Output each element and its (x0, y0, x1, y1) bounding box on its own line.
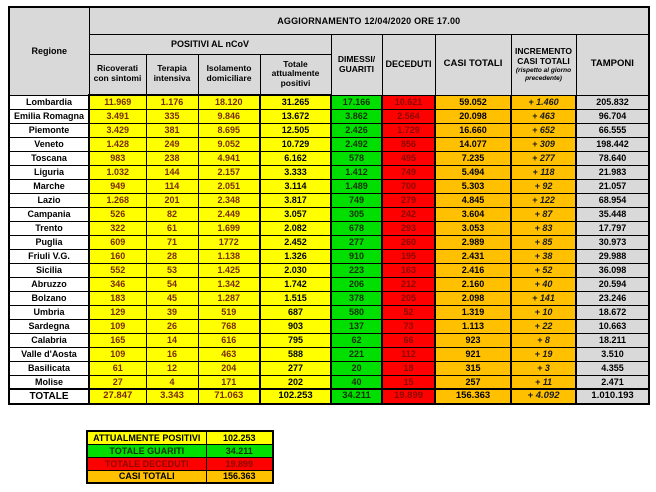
cell-terapia-intensiva: 39 (146, 305, 198, 319)
cell-incremento: + 8 (511, 333, 576, 347)
table-row (9, 291, 649, 305)
cell-ricoverati: 1.032 (89, 165, 146, 179)
cell-tamponi: 66.555 (576, 123, 649, 137)
cell-terapia-intensiva: 249 (146, 137, 198, 151)
group-header-row (9, 34, 649, 54)
cell-incremento: + 22 (511, 319, 576, 333)
cell-totale-positivi: 10.729 (260, 137, 331, 151)
total-label: TOTALE (9, 389, 89, 404)
legend-value: 102.253 (206, 431, 273, 444)
cell-totale-positivi: 12.505 (260, 123, 331, 137)
cell-tamponi: 205.832 (576, 95, 649, 109)
cell-tamponi: 198.442 (576, 137, 649, 151)
cell-totale-positivi: 687 (260, 305, 331, 319)
cell-ricoverati: 27 (89, 375, 146, 389)
cell-dimessi-guariti: 2.492 (331, 137, 382, 151)
cell-deceduti: 195 (382, 249, 435, 263)
cell-incremento: + 1.460 (511, 95, 576, 109)
legend-row (87, 444, 273, 457)
cell-casi-totali: 5.494 (435, 165, 511, 179)
region-name: Valle d'Aosta (9, 347, 89, 361)
cell-casi-totali: 923 (435, 333, 511, 347)
cell-incremento: + 83 (511, 221, 576, 235)
cell-deceduti: 242 (382, 207, 435, 221)
cell-deceduti: 749 (382, 165, 435, 179)
incremento-title: INCREMENTO CASI TOTALI (515, 45, 572, 66)
legend-row (87, 457, 273, 470)
cell-tamponi: 96.704 (576, 109, 649, 123)
cell-ricoverati: 129 (89, 305, 146, 319)
cell-casi-totali: 2.160 (435, 277, 511, 291)
cell-deceduti: 293 (382, 221, 435, 235)
cell-casi-totali: 1.113 (435, 319, 511, 333)
cell-tamponi: 10.663 (576, 319, 649, 333)
cell-isolamento: 1.699 (198, 221, 260, 235)
legend-row (87, 431, 273, 444)
cell-deceduti: 19.899 (382, 389, 435, 404)
region-name: Marche (9, 179, 89, 193)
cell-isolamento: 2.348 (198, 193, 260, 207)
cell-tamponi: 29.988 (576, 249, 649, 263)
cell-dimessi-guariti: 378 (331, 291, 382, 305)
cell-totale-positivi: 1.326 (260, 249, 331, 263)
cell-casi-totali: 2.431 (435, 249, 511, 263)
column-header-deceduti: DECEDUTI (382, 34, 435, 95)
region-name: Umbria (9, 305, 89, 319)
cell-dimessi-guariti: 578 (331, 151, 382, 165)
region-name: Calabria (9, 333, 89, 347)
cell-dimessi-guariti: 277 (331, 235, 382, 249)
table-row (9, 179, 649, 193)
cell-ricoverati: 165 (89, 333, 146, 347)
cell-casi-totali: 3.053 (435, 221, 511, 235)
cell-casi-totali: 921 (435, 347, 511, 361)
region-name: Liguria (9, 165, 89, 179)
cell-dimessi-guariti: 3.862 (331, 109, 382, 123)
legend-value: 156.363 (206, 470, 273, 483)
cell-casi-totali: 5.303 (435, 179, 511, 193)
column-header-ricoverati: Ricoverati con sintomi (89, 54, 146, 95)
cell-casi-totali: 14.077 (435, 137, 511, 151)
cell-terapia-intensiva: 1.176 (146, 95, 198, 109)
cell-ricoverati: 1.268 (89, 193, 146, 207)
cell-casi-totali: 156.363 (435, 389, 511, 404)
cell-terapia-intensiva: 16 (146, 347, 198, 361)
cell-casi-totali: 1.319 (435, 305, 511, 319)
cell-ricoverati: 109 (89, 347, 146, 361)
cell-ricoverati: 61 (89, 361, 146, 375)
cell-casi-totali: 20.098 (435, 109, 511, 123)
cell-isolamento: 2.449 (198, 207, 260, 221)
cell-incremento: + 3 (511, 361, 576, 375)
cell-deceduti: 112 (382, 347, 435, 361)
cell-totale-positivi: 2.082 (260, 221, 331, 235)
cell-ricoverati: 1.428 (89, 137, 146, 151)
cell-isolamento: 8.695 (198, 123, 260, 137)
cell-ricoverati: 109 (89, 319, 146, 333)
region-name: Molise (9, 375, 89, 389)
cell-casi-totali: 59.052 (435, 95, 511, 109)
table-row (9, 235, 649, 249)
table-row (9, 165, 649, 179)
cell-terapia-intensiva: 53 (146, 263, 198, 277)
cell-tamponi: 18.211 (576, 333, 649, 347)
cell-deceduti: 700 (382, 179, 435, 193)
column-header-casi-totali: CASI TOTALI (435, 34, 511, 95)
cell-totale-positivi: 1.515 (260, 291, 331, 305)
legend-body (87, 431, 273, 483)
cell-terapia-intensiva: 61 (146, 221, 198, 235)
region-name: Sardegna (9, 319, 89, 333)
cell-incremento: + 118 (511, 165, 576, 179)
cell-dimessi-guariti: 910 (331, 249, 382, 263)
legend-value: 34.211 (206, 444, 273, 457)
column-header-terapia-intensiva: Terapia intensiva (146, 54, 198, 95)
cell-totale-positivi: 3.114 (260, 179, 331, 193)
cell-totale-positivi: 2.452 (260, 235, 331, 249)
cell-terapia-intensiva: 114 (146, 179, 198, 193)
cell-casi-totali: 2.416 (435, 263, 511, 277)
cell-terapia-intensiva: 71 (146, 235, 198, 249)
cell-incremento: + 141 (511, 291, 576, 305)
cell-tamponi: 35.448 (576, 207, 649, 221)
table-row (9, 207, 649, 221)
cell-isolamento: 768 (198, 319, 260, 333)
cell-totale-positivi: 2.030 (260, 263, 331, 277)
cell-totale-positivi: 1.742 (260, 277, 331, 291)
cell-terapia-intensiva: 26 (146, 319, 198, 333)
cell-terapia-intensiva: 144 (146, 165, 198, 179)
cell-incremento: + 52 (511, 263, 576, 277)
cell-dimessi-guariti: 305 (331, 207, 382, 221)
cell-incremento: + 277 (511, 151, 576, 165)
region-name: Campania (9, 207, 89, 221)
cell-ricoverati: 949 (89, 179, 146, 193)
cell-isolamento: 171 (198, 375, 260, 389)
cell-terapia-intensiva: 82 (146, 207, 198, 221)
cell-terapia-intensiva: 3.343 (146, 389, 198, 404)
cell-casi-totali: 2.989 (435, 235, 511, 249)
column-header-dimessi-guariti (331, 34, 382, 95)
cell-totale-positivi: 277 (260, 361, 331, 375)
cell-ricoverati: 609 (89, 235, 146, 249)
cell-terapia-intensiva: 45 (146, 291, 198, 305)
cell-ricoverati: 322 (89, 221, 146, 235)
cell-incremento: + 463 (511, 109, 576, 123)
cell-isolamento: 2.157 (198, 165, 260, 179)
cell-dimessi-guariti: 34.211 (331, 389, 382, 404)
cell-dimessi-guariti: 40 (331, 375, 382, 389)
cell-dimessi-guariti: 206 (331, 277, 382, 291)
cell-incremento: + 92 (511, 179, 576, 193)
column-header-incremento (511, 34, 576, 95)
region-name: Friuli V.G. (9, 249, 89, 263)
cell-totale-positivi: 6.162 (260, 151, 331, 165)
cell-tamponi: 17.797 (576, 221, 649, 235)
cell-ricoverati: 3.491 (89, 109, 146, 123)
cell-ricoverati: 183 (89, 291, 146, 305)
region-name: Abruzzo (9, 277, 89, 291)
cell-isolamento: 519 (198, 305, 260, 319)
cell-totale-positivi: 202 (260, 375, 331, 389)
cell-ricoverati: 160 (89, 249, 146, 263)
summary-legend-table (86, 430, 274, 484)
cell-incremento: + 10 (511, 305, 576, 319)
table-row (9, 109, 649, 123)
cell-totale-positivi: 13.672 (260, 109, 331, 123)
cell-ricoverati: 552 (89, 263, 146, 277)
banner-row (9, 7, 649, 34)
cell-deceduti: 66 (382, 333, 435, 347)
cell-casi-totali: 4.845 (435, 193, 511, 207)
cell-terapia-intensiva: 381 (146, 123, 198, 137)
cell-deceduti: 2.564 (382, 109, 435, 123)
legend-label: TOTALE GUARITI (87, 444, 206, 457)
cell-isolamento: 1.138 (198, 249, 260, 263)
cell-ricoverati: 526 (89, 207, 146, 221)
cell-tamponi: 18.672 (576, 305, 649, 319)
table-row (9, 277, 649, 291)
cell-isolamento: 1.287 (198, 291, 260, 305)
cell-dimessi-guariti: 17.166 (331, 95, 382, 109)
title-banner: AGGIORNAMENTO 12/04/2020 ORE 17.00 (89, 7, 649, 34)
cell-terapia-intensiva: 238 (146, 151, 198, 165)
cell-isolamento: 1.425 (198, 263, 260, 277)
cell-dimessi-guariti: 20 (331, 361, 382, 375)
legend-label: ATTUALMENTE POSITIVI (87, 431, 206, 444)
cell-dimessi-guariti: 1.489 (331, 179, 382, 193)
cell-incremento: + 11 (511, 375, 576, 389)
cell-tamponi: 21.057 (576, 179, 649, 193)
region-name: Emilia Romagna (9, 109, 89, 123)
cell-casi-totali: 2.098 (435, 291, 511, 305)
cell-incremento: + 309 (511, 137, 576, 151)
cell-ricoverati: 27.847 (89, 389, 146, 404)
table-row (9, 95, 649, 109)
table-row (9, 193, 649, 207)
cell-tamponi: 2.471 (576, 375, 649, 389)
cell-deceduti: 73 (382, 319, 435, 333)
region-name: Lazio (9, 193, 89, 207)
legend-label: TOTALE DECEDUTI (87, 457, 206, 470)
cell-tamponi: 23.246 (576, 291, 649, 305)
cell-incremento: + 85 (511, 235, 576, 249)
cell-tamponi: 20.594 (576, 277, 649, 291)
region-name: Puglia (9, 235, 89, 249)
cell-terapia-intensiva: 4 (146, 375, 198, 389)
cell-deceduti: 495 (382, 151, 435, 165)
cell-isolamento: 71.063 (198, 389, 260, 404)
cell-deceduti: 205 (382, 291, 435, 305)
cell-totale-positivi: 3.057 (260, 207, 331, 221)
cell-incremento: + 652 (511, 123, 576, 137)
cell-isolamento: 1.342 (198, 277, 260, 291)
region-name: Veneto (9, 137, 89, 151)
cell-dimessi-guariti: 137 (331, 319, 382, 333)
dimessi-line-1: DIMESSI/ (337, 53, 376, 64)
cell-terapia-intensiva: 335 (146, 109, 198, 123)
table-row (9, 347, 649, 361)
table-row (9, 249, 649, 263)
legend-label: CASI TOTALI (87, 470, 206, 483)
cell-deceduti: 856 (382, 137, 435, 151)
column-header-tamponi: TAMPONI (576, 34, 649, 95)
cell-dimessi-guariti: 221 (331, 347, 382, 361)
cell-casi-totali: 257 (435, 375, 511, 389)
cell-deceduti: 18 (382, 361, 435, 375)
cell-isolamento: 18.120 (198, 95, 260, 109)
cell-terapia-intensiva: 201 (146, 193, 198, 207)
cell-isolamento: 4.941 (198, 151, 260, 165)
cell-totale-positivi: 3.817 (260, 193, 331, 207)
cell-tamponi: 78.640 (576, 151, 649, 165)
table-row (9, 305, 649, 319)
cell-casi-totali: 7.235 (435, 151, 511, 165)
region-name: Toscana (9, 151, 89, 165)
cell-totale-positivi: 588 (260, 347, 331, 361)
cell-tamponi: 1.010.193 (576, 389, 649, 404)
cell-tamponi: 36.098 (576, 263, 649, 277)
cell-tamponi: 30.973 (576, 235, 649, 249)
table-row (9, 263, 649, 277)
covid-bulletin-table (8, 6, 650, 405)
cell-casi-totali: 3.604 (435, 207, 511, 221)
dimessi-line-2: GUARITI (339, 63, 374, 74)
table-row (9, 151, 649, 165)
cell-deceduti: 10.621 (382, 95, 435, 109)
cell-tamponi: 68.954 (576, 193, 649, 207)
table-body (9, 95, 649, 404)
cell-terapia-intensiva: 14 (146, 333, 198, 347)
cell-tamponi: 21.983 (576, 165, 649, 179)
cell-tamponi: 3.510 (576, 347, 649, 361)
region-name: Piemonte (9, 123, 89, 137)
cell-totale-positivi: 903 (260, 319, 331, 333)
table-row (9, 319, 649, 333)
cell-isolamento: 463 (198, 347, 260, 361)
cell-dimessi-guariti: 2.426 (331, 123, 382, 137)
cell-dimessi-guariti: 223 (331, 263, 382, 277)
cell-ricoverati: 346 (89, 277, 146, 291)
region-name: Bolzano (9, 291, 89, 305)
cell-casi-totali: 16.660 (435, 123, 511, 137)
cell-incremento: + 38 (511, 249, 576, 263)
region-name: Lombardia (9, 95, 89, 109)
table-row (9, 361, 649, 375)
region-name: Trento (9, 221, 89, 235)
table-row (9, 333, 649, 347)
cell-isolamento: 2.051 (198, 179, 260, 193)
cell-totale-positivi: 795 (260, 333, 331, 347)
cell-dimessi-guariti: 749 (331, 193, 382, 207)
legend-row (87, 470, 273, 483)
cell-deceduti: 163 (382, 263, 435, 277)
cell-incremento: + 19 (511, 347, 576, 361)
table-row (9, 221, 649, 235)
cell-isolamento: 9.052 (198, 137, 260, 151)
cell-terapia-intensiva: 54 (146, 277, 198, 291)
region-name: Sicilia (9, 263, 89, 277)
column-header-regione: Regione (9, 7, 89, 95)
total-row (9, 389, 649, 404)
cell-terapia-intensiva: 12 (146, 361, 198, 375)
cell-totale-positivi: 102.253 (260, 389, 331, 404)
cell-deceduti: 279 (382, 193, 435, 207)
legend-value: 19.899 (206, 457, 273, 470)
cell-incremento: + 4.092 (511, 389, 576, 404)
column-header-totale-positivi: Totale attualmente positivi (260, 54, 331, 95)
table-row (9, 123, 649, 137)
cell-incremento: + 122 (511, 193, 576, 207)
region-name: Basilicata (9, 361, 89, 375)
column-group-positivi: POSITIVI AL nCoV (89, 34, 331, 54)
cell-isolamento: 1772 (198, 235, 260, 249)
cell-ricoverati: 3.429 (89, 123, 146, 137)
table-row (9, 137, 649, 151)
cell-isolamento: 9.846 (198, 109, 260, 123)
cell-deceduti: 15 (382, 375, 435, 389)
cell-deceduti: 52 (382, 305, 435, 319)
cell-deceduti: 260 (382, 235, 435, 249)
column-header-isolamento: Isolamento domiciliare (198, 54, 260, 95)
incremento-note: (rispetto al giorno precedente) (515, 67, 572, 82)
cell-tamponi: 4.355 (576, 361, 649, 375)
table-row (9, 375, 649, 389)
cell-ricoverati: 11.969 (89, 95, 146, 109)
cell-isolamento: 204 (198, 361, 260, 375)
cell-casi-totali: 315 (435, 361, 511, 375)
cell-incremento: + 40 (511, 277, 576, 291)
cell-dimessi-guariti: 580 (331, 305, 382, 319)
cell-totale-positivi: 31.265 (260, 95, 331, 109)
cell-deceduti: 212 (382, 277, 435, 291)
cell-deceduti: 1.729 (382, 123, 435, 137)
cell-isolamento: 616 (198, 333, 260, 347)
cell-incremento: + 87 (511, 207, 576, 221)
cell-dimessi-guariti: 62 (331, 333, 382, 347)
cell-terapia-intensiva: 28 (146, 249, 198, 263)
cell-ricoverati: 983 (89, 151, 146, 165)
cell-dimessi-guariti: 678 (331, 221, 382, 235)
cell-dimessi-guariti: 1.412 (331, 165, 382, 179)
cell-totale-positivi: 3.333 (260, 165, 331, 179)
